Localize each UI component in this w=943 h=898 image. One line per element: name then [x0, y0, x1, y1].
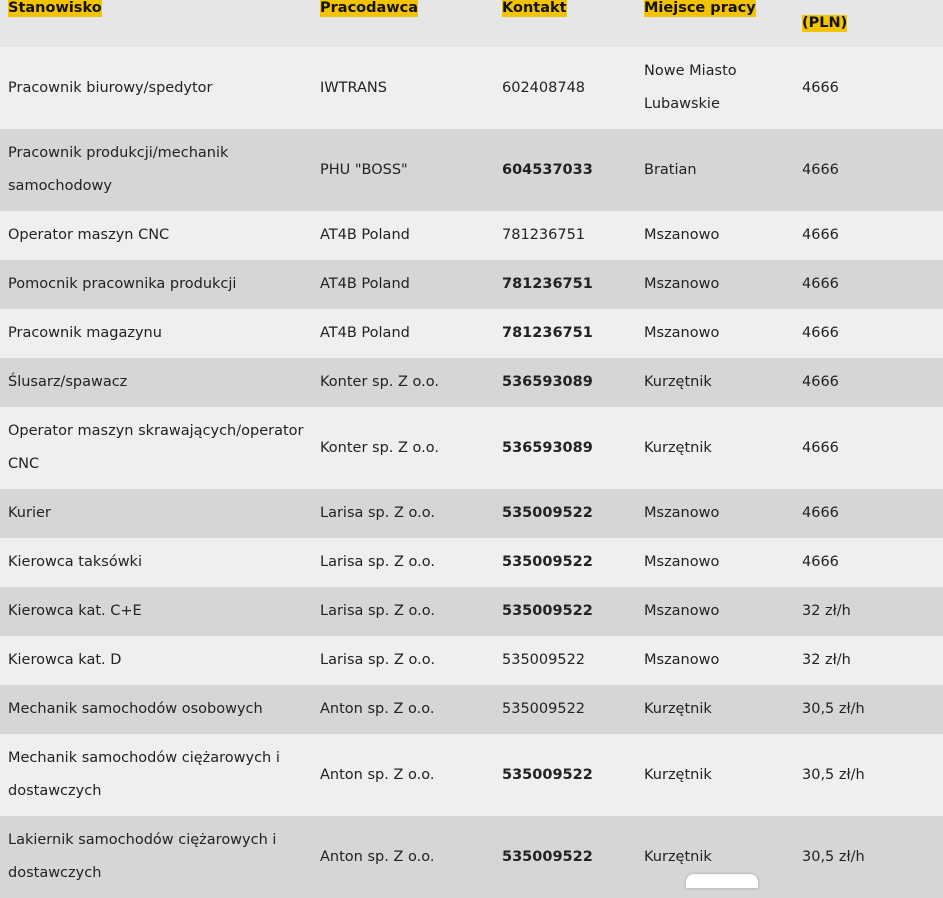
cell-miejsce-pracy: Mszanowo	[644, 554, 720, 570]
cell-stanowisko: Kierowca kat. C+E	[8, 603, 142, 619]
table-row	[0, 489, 943, 538]
table-row	[0, 211, 943, 260]
cell-stanowisko: Mechanik samochodów ciężarowych i dostawczych	[8, 750, 280, 799]
cell-pln: 4666	[802, 439, 839, 456]
table-row	[0, 538, 943, 587]
cell-stanowisko: Pomocnik pracownika produkcji	[8, 276, 237, 292]
cell-pln: 30,5 zł/h	[802, 701, 865, 717]
cell-pln: 30,5 zł/h	[802, 766, 865, 783]
table-row	[0, 685, 943, 734]
table-row	[0, 47, 943, 129]
cell-miejsce-pracy: Mszanowo	[644, 227, 720, 243]
cell-kontakt[interactable]: 535009522	[502, 701, 586, 717]
cell-pln: 4666	[802, 505, 839, 521]
cell-pln: 30,5 zł/h	[802, 848, 865, 865]
header-pracodawca: Pracodawca	[320, 0, 419, 16]
cell-stanowisko: Lakiernik samochodów ciężarowych i dostawczych	[8, 832, 277, 881]
cell-miejsce-pracy: Kurzętnik	[644, 701, 712, 717]
cell-kontakt[interactable]: 602408748	[502, 79, 586, 96]
cell-pracodawca: Larisa sp. Z o.o.	[320, 603, 435, 619]
cell-pln: 4666	[802, 161, 839, 178]
cell-kontakt[interactable]: 781236751	[502, 276, 593, 292]
table-row	[0, 734, 943, 816]
cell-kontakt[interactable]: 535009522	[502, 652, 586, 668]
header-miejsce-pracy: Miejsce pracy	[644, 0, 756, 16]
cell-miejsce-pracy: Mszanowo	[644, 603, 720, 619]
cell-kontakt[interactable]: 535009522	[502, 603, 593, 619]
cell-miejsce-pracy: Kurzętnik	[644, 766, 712, 783]
cell-kontakt[interactable]: 604537033	[502, 161, 593, 178]
cell-kontakt[interactable]: 781236751	[502, 227, 586, 243]
cell-pracodawca: IWTRANS	[320, 79, 387, 96]
cell-pracodawca: Konter sp. Z o.o.	[320, 374, 439, 390]
cell-pln: 4666	[802, 374, 839, 390]
cell-stanowisko: Pracownik biurowy/spedytor	[8, 79, 213, 96]
table-header-row	[0, 0, 943, 47]
cell-miejsce-pracy: Kurzętnik	[644, 374, 712, 390]
table-row	[0, 816, 943, 898]
cell-miejsce-pracy: Mszanowo	[644, 325, 720, 341]
cell-kontakt[interactable]: 535009522	[502, 505, 593, 521]
cell-pln: 4666	[802, 79, 839, 96]
cell-kontakt[interactable]: 535009522	[502, 766, 593, 783]
cell-kontakt[interactable]: 536593089	[502, 374, 593, 390]
table-row	[0, 407, 943, 489]
cell-kontakt[interactable]: 535009522	[502, 554, 593, 570]
cell-pracodawca: PHU "BOSS"	[320, 161, 408, 178]
cell-pln: 32 zł/h	[802, 652, 851, 668]
table-row	[0, 636, 943, 685]
cell-pracodawca: Larisa sp. Z o.o.	[320, 652, 435, 668]
cell-pracodawca: Larisa sp. Z o.o.	[320, 505, 435, 521]
cell-stanowisko: Operator maszyn skrawających/operator CNC	[8, 423, 304, 472]
cell-pracodawca: Larisa sp. Z o.o.	[320, 554, 435, 570]
cell-pln: 32 zł/h	[802, 603, 851, 619]
cell-stanowisko: Operator maszyn CNC	[8, 227, 170, 243]
header-stanowisko: Stanowisko	[8, 0, 102, 16]
cell-pracodawca: AT4B Poland	[320, 227, 410, 243]
header-pln: (PLN)	[802, 15, 848, 31]
cell-miejsce-pracy: Nowe Miasto Lubawskie	[644, 63, 737, 112]
header-kontakt: Kontakt	[502, 0, 567, 16]
cell-pln: 4666	[802, 227, 839, 243]
cell-miejsce-pracy: Kurzętnik	[644, 439, 712, 456]
table-row	[0, 358, 943, 407]
cell-kontakt[interactable]: 781236751	[502, 325, 593, 341]
cell-pracodawca: AT4B Poland	[320, 325, 410, 341]
cell-stanowisko: Kierowca kat. D	[8, 652, 122, 668]
cell-miejsce-pracy: Mszanowo	[644, 505, 720, 521]
table-row	[0, 129, 943, 211]
cell-stanowisko: Mechanik samochodów osobowych	[8, 701, 263, 717]
cell-miejsce-pracy: Bratian	[644, 161, 697, 178]
table-row	[0, 309, 943, 358]
cell-stanowisko: Pracownik produkcji/mechanik samochodowy	[8, 145, 229, 194]
table-row	[0, 260, 943, 309]
cell-pracodawca: Anton sp. Z o.o.	[320, 701, 435, 717]
cell-pracodawca: Anton sp. Z o.o.	[320, 766, 435, 783]
cell-pracodawca: Konter sp. Z o.o.	[320, 439, 439, 456]
table-row	[0, 587, 943, 636]
cell-kontakt[interactable]: 536593089	[502, 439, 593, 456]
cell-kontakt[interactable]: 535009522	[502, 848, 593, 865]
cell-stanowisko: Kurier	[8, 505, 51, 521]
cell-pracodawca: Anton sp. Z o.o.	[320, 848, 435, 865]
cell-stanowisko: Pracownik magazynu	[8, 325, 162, 341]
cell-pln: 4666	[802, 325, 839, 341]
cell-stanowisko: Ślusarz/spawacz	[8, 374, 128, 390]
cell-miejsce-pracy: Mszanowo	[644, 652, 720, 668]
cell-miejsce-pracy: Mszanowo	[644, 276, 720, 292]
cell-pracodawca: AT4B Poland	[320, 276, 410, 292]
cell-pln: 4666	[802, 276, 839, 292]
cell-miejsce-pracy: Kurzętnik	[644, 848, 712, 865]
cell-pln: 4666	[802, 554, 839, 570]
cell-stanowisko: Kierowca taksówki	[8, 554, 142, 570]
scroll-to-top-tab[interactable]	[686, 874, 758, 888]
